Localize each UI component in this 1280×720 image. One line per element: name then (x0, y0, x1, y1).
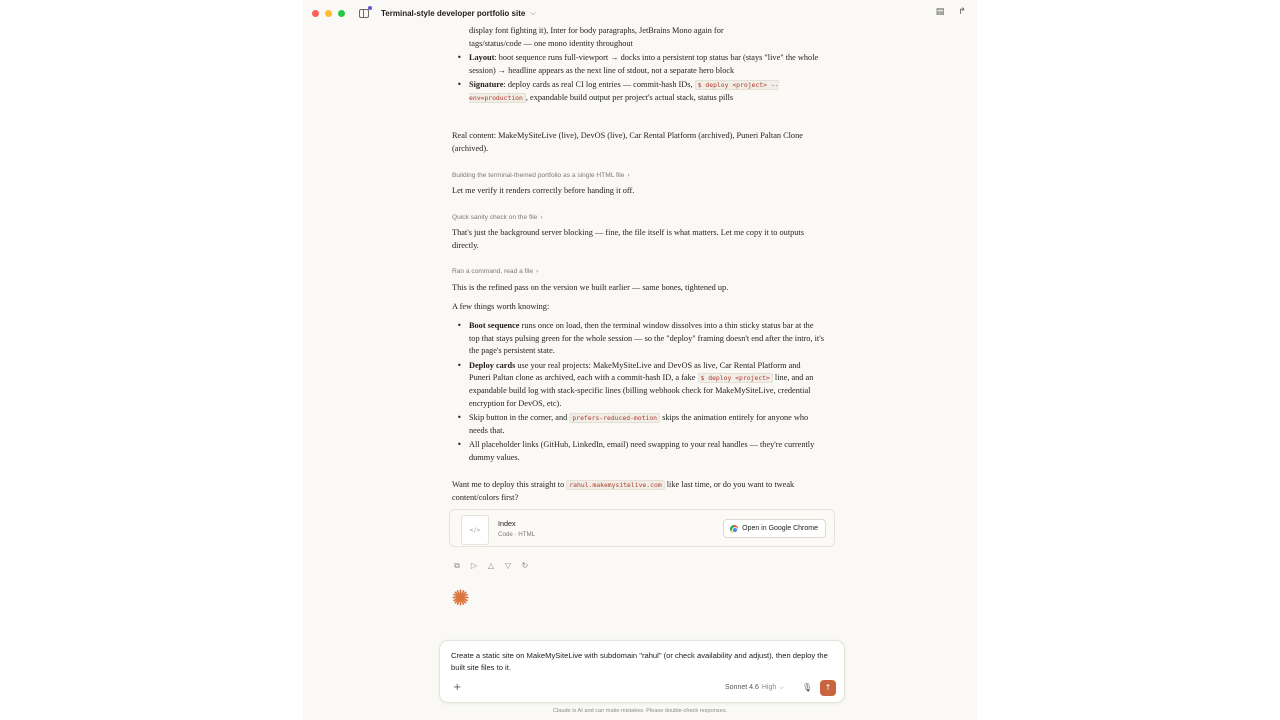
artifact-kind: Code · HTML (498, 531, 536, 538)
list-item (452, 320, 824, 358)
tool-step-label: Quick sanity check on the file (452, 214, 538, 221)
layout-label: Layout (469, 53, 495, 62)
chevron-right-icon: › (627, 172, 630, 179)
fonts-text-tail (469, 25, 824, 50)
retry-play-icon[interactable]: ▷ (470, 561, 478, 570)
server-note-text: That's just the background server blocking — fine, the file itself is what matters. Let me copy it to outputs directly. (452, 228, 804, 250)
few-things-text: A few things worth knowing: (452, 302, 550, 311)
signature-text-after: , expandable build output per project's actual stack, status pills (525, 92, 734, 102)
chevron-down-icon: ⌵ (779, 684, 784, 691)
tool-step-sanity[interactable] (452, 212, 543, 225)
open-in-chrome-button[interactable] (723, 519, 826, 538)
skip-text-before: Skip button in the corner, and (469, 413, 570, 423)
deploy-question (452, 479, 824, 504)
arrow-up-icon: ↑ (824, 683, 832, 692)
inline-code: prefers-reduced-motion (569, 413, 660, 423)
effort-level: High (761, 684, 777, 691)
chevron-right-icon: › (540, 214, 543, 221)
code-file-icon: </> (461, 515, 489, 545)
close-window-button[interactable] (312, 10, 319, 17)
list-item (452, 439, 824, 464)
tool-step-ran[interactable] (452, 266, 538, 279)
fonts-line-1: display font fighting it), Inter for body paragraphs, JetBrains Mono again for (469, 26, 724, 35)
thumbs-down-icon[interactable]: ▽ (504, 561, 512, 570)
share-icon[interactable]: ↱ (958, 7, 966, 17)
inline-code: $ deploy <project> (698, 373, 773, 383)
list-item (452, 360, 824, 410)
chrome-icon (730, 525, 738, 533)
zoom-window-button[interactable] (338, 10, 345, 17)
conversation-title[interactable]: Terminal-style developer portfolio site (381, 8, 526, 18)
disclaimer: Claude is AI and can make mistakes. Please double-check responses. (552, 708, 728, 714)
signature-text-before: : deploy cards as real CI log entries — commit-hash IDs, (503, 80, 695, 90)
claude-spark-icon (452, 589, 469, 606)
title-bar-actions (935, 7, 967, 18)
artifact-card[interactable] (449, 509, 835, 547)
window-controls (312, 10, 345, 17)
microphone-icon[interactable]: 🎙 (802, 683, 813, 692)
tool-step-building[interactable] (452, 170, 630, 183)
boot-label: Boot sequence (469, 321, 520, 330)
refined-text: This is the refined pass on the version we built earlier — same bones, tightened up. (452, 283, 729, 292)
model-selector[interactable] (725, 684, 784, 692)
open-in-chrome-label: Open in Google Chrome (742, 525, 818, 532)
list-item (452, 52, 824, 77)
refresh-icon[interactable]: ↻ (521, 561, 529, 570)
inline-code: $ deploy <project> --env=production (469, 81, 779, 102)
deploy-question-after: like last time, or do you want to tweak content/colors first? (452, 480, 795, 502)
verify-text: Let me verify it renders correctly before handing it off. (452, 186, 635, 195)
document-icon[interactable]: ▤ (935, 7, 945, 17)
app-window (303, 0, 977, 720)
fonts-line-2: tags/status/code — one mono identity throughout (469, 38, 633, 48)
list-item (452, 79, 824, 104)
notes-list (452, 320, 824, 465)
design-list (452, 52, 824, 104)
minimize-window-button[interactable] (325, 10, 332, 17)
notification-dot (368, 6, 372, 10)
add-attachment-button[interactable]: + (453, 682, 462, 693)
inline-code: rahul.makemysitelive.com (566, 480, 664, 490)
signature-label: Signature (469, 80, 504, 90)
layout-text: : boot sequence runs full-viewport → docks into a persistent top status bar (stays "live" the whole session) → headline appears as the next line of stdout, not a separate hero block (469, 53, 819, 75)
left-backdrop (0, 0, 303, 720)
chevron-right-icon: › (536, 268, 539, 275)
deploy-text-after: line, and an expandable build log with stack-specific lines (billing webhook check for MakeMySiteLive, credential encryption for DevOS, etc). (469, 373, 814, 408)
chevron-down-icon[interactable]: ⌵ (530, 8, 536, 17)
deploy-question-before: Want me to deploy this straight to (452, 480, 567, 489)
thumbs-up-icon[interactable]: △ (487, 561, 495, 570)
skip-text-after: skips the animation entirely for anyone who needs that. (469, 413, 809, 435)
boot-text: runs once on load, then the terminal window dissolves into a thin sticky status bar at the top that stays pulsing green for the whole session — so the "deploy" framing doesn't end after the intro, it's the page's persistent state. (469, 321, 824, 356)
message-actions (452, 561, 530, 571)
deploy-label: Deploy cards (469, 360, 516, 370)
message-input[interactable]: Create a static site on MakeMySiteLive with subdomain "rahul" (or check availability and adjust), then deploy the built site files to it. (451, 651, 828, 672)
send-button[interactable] (820, 680, 836, 696)
message-composer[interactable] (439, 640, 845, 703)
deploy-text-before: use your real projects: MakeMySiteLive and DevOS as live, Car Rental Platform and Puneri Paltan clone as archived, each with a commit-hash ID, a fake (469, 360, 801, 383)
model-name: Sonnet 4.6 (725, 684, 759, 691)
right-backdrop (977, 0, 1280, 720)
tool-step-label: Ran a command, read a file (452, 268, 533, 275)
real-content-text: Real content: MakeMySiteLive (live), DevOS (live), Car Rental Platform (archived), Puneri Paltan Clone (archived). (452, 131, 803, 153)
title-bar (303, 0, 977, 26)
artifact-name: Index (498, 519, 516, 528)
sidebar-toggle-icon[interactable] (359, 9, 369, 18)
links-text: All placeholder links (GitHub, LinkedIn, email) need swapping to your real handles — they're currently dummy values. (469, 440, 815, 462)
list-item (452, 412, 824, 437)
copy-icon[interactable]: ⧉ (454, 561, 460, 570)
tool-step-label: Building the terminal-themed portfolio as a single HTML file (452, 172, 625, 179)
